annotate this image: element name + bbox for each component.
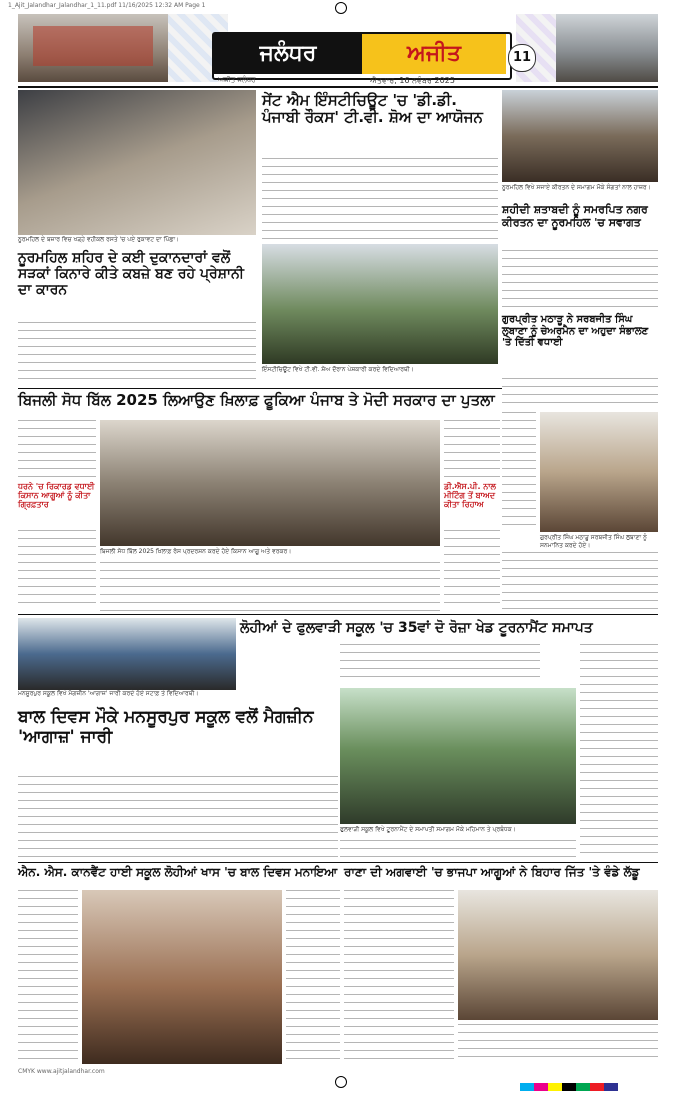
registration-mark-bottom-icon — [335, 1076, 347, 1088]
convent-article-side — [286, 890, 340, 1064]
gurpreet-article-text — [502, 378, 658, 408]
nurmahal-article-text — [18, 322, 256, 384]
logo-subtitle: ਅਜੀਤ ਜਲੰਧਰ — [218, 76, 256, 84]
bijli-article-col1 — [18, 420, 96, 480]
masthead — [18, 14, 658, 84]
traffic-photo — [18, 90, 256, 235]
newspaper-logo — [212, 32, 512, 80]
lohian-headline: ਲੋਹੀਆਂ ਦੇ ਫੁਲਵਾੜੀ ਸਕੂਲ 'ਚ 35ਵਾਂ ਦੋ ਰੋਜ਼ਾ ਖੇਡ ਟੂਰਨਾਮੈਂਟ ਸਮਾਪਤ — [240, 620, 593, 636]
convent-article-text — [18, 890, 78, 1064]
portrait-photo — [540, 412, 658, 532]
nurmahal-headline: ਨੂਰਮਹਿਲ ਸ਼ਹਿਰ ਦੇ ਕਈ ਦੁਕਾਨਦਾਰਾਂ ਵਲੋਂ ਸੜਕਾਂ ਕਿਨਾਰੇ ਕੀਤੇ ਕਬਜ਼ੇ ਬਣ ਰਹੇ ਪ੍ਰੇਸ਼ਾਨੀ ਦਾ ਕਾਰਨ — [18, 250, 244, 299]
gurpreet-article-side — [502, 412, 536, 532]
masthead-photo-left — [18, 14, 168, 82]
section-rule-2 — [18, 614, 658, 615]
convent-headline: ਐਨ. ਐਸ. ਕਾਨਵੈਂਟ ਹਾਈ ਸਕੂਲ ਲੋਹੀਆਂ ਖਾਸ 'ਚ ਬਾਲ ਦਿਵਸ ਮਨਾਇਆ — [18, 865, 338, 879]
masthead-photo-right — [556, 14, 658, 82]
bijli-article-col4b — [444, 530, 500, 610]
lohian-article-right — [580, 644, 658, 860]
tournament-photo — [340, 688, 576, 824]
st-ms-article-text — [262, 158, 498, 240]
dsp-subheadline: ਡੀ.ਐਸ.ਪੀ. ਨਾਲ ਮੀਟਿੰਗ ਤੋਂ ਬਾਅਦ ਕੀਤਾ ਰਿਹਾਅ — [444, 482, 496, 510]
lohian-article-cont — [340, 840, 576, 860]
print-info-strip: 1_Ajit_Jalandhar_Jalandhar_1_11.pdf 11/16/2025 12:32 AM Page 1 — [8, 2, 206, 9]
page-number: 11 — [508, 44, 536, 72]
bjp-headline: ਰਾਣਾ ਦੀ ਅਗਵਾਈ 'ਚ ਭਾਜਪਾ ਆਗੂਆਂ ਨੇ ਬਿਹਾਰ ਜਿੱਤ 'ਤੇ ਵੰਡੇ ਲੱਡੂ — [344, 865, 640, 879]
st-ms-headline: ਸੇਂਟ ਐਮ ਇੰਸਟੀਚਿਊਟ 'ਚ 'ਡੀ.ਡੀ. ਪੰਜਾਬੀ ਰੌਕਸ' ਟੀ.ਵੀ. ਸ਼ੋਅ ਦਾ ਆਯੋਜਨ — [262, 91, 483, 127]
logo-city: ਜਲੰਧਰ — [214, 34, 362, 74]
bjp-article-cont — [458, 1024, 658, 1064]
portrait-caption: ਗੁਰਪ੍ਰੀਤ ਸਿੰਘ ਮਠਾੜੂ ਸਰਬਜੀਤ ਸਿੰਘ ਲੁਬਾਣਾ ਨੂੰ ਸਨਮਾਨਿਤ ਕਰਦੇ ਹੋਏ। — [540, 534, 647, 549]
dance-caption: ਇੰਸਟੀਚਿਊਟ ਵਿਖੇ ਟੀ.ਵੀ. ਸ਼ੋਅ ਦੌਰਾਨ ਪੇਸ਼ਕਾਰੀ ਕਰਦੇ ਵਿਦਿਆਰਥੀ। — [262, 366, 414, 373]
nagar-kirtan-photo — [502, 90, 658, 182]
lohian-article-text — [340, 644, 540, 684]
bijli-article-col4 — [444, 420, 500, 480]
tournament-caption: ਫੁਲਵਾੜੀ ਸਕੂਲ ਵਿਖੇ ਟੂਰਨਾਮੈਂਟ ਦੇ ਸਮਾਪਤੀ ਸਮਾਗਮ ਮੌਕੇ ਮਹਿਮਾਨ ਤੇ ਪ੍ਰਬੰਧਕ। — [340, 826, 516, 833]
mansurpur-article-text — [18, 776, 338, 860]
bijli-headline: ਬਿਜਲੀ ਸੋਧ ਬਿੱਲ 2025 ਲਿਆਉਣ ਖ਼ਿਲਾਫ਼ ਫੂਕਿਆ ਪੰਜਾਬ ਤੇ ਮੋਦੀ ਸਰਕਾਰ ਦਾ ਪੁਤਲਾ — [18, 391, 495, 409]
bijli-article-col1b — [18, 530, 96, 610]
bjp-celebration-photo — [458, 890, 658, 1020]
color-calibration-bar — [520, 1076, 660, 1084]
traffic-caption: ਨੂਰਮਹਿਲ ਦੇ ਬਜ਼ਾਰ ਵਿਚ ਖੜ੍ਹੇ ਵਹੀਕਲ ਰਸਤੇ 'ਚ ਪਏ ਰੁਕਾਵਟ ਦਾ ਪਿੱਛਾ। — [18, 236, 180, 243]
section-rule — [18, 388, 502, 389]
logo-name: ਅਜੀਤ — [362, 34, 506, 74]
gurpreet-headline: ਗੁਰਪ੍ਰੀਤ ਮਠਾੜੂ ਨੇ ਸਰਬਜੀਤ ਸਿੰਘ ਲੁਬਾਣਾ ਨੂੰ ਚੇਅਰਮੈਨ ਦਾ ਅਹੁਦਾ ਸੰਭਾਲਣ 'ਤੇ ਦਿੱਤੀ ਵਧਾਈ — [502, 314, 649, 348]
mansurpur-headline: ਬਾਲ ਦਿਵਸ ਮੌਕੇ ਮਨਸੂਰਪੁਰ ਸਕੂਲ ਵਲੋਂ ਮੈਗਜ਼ੀਨ 'ਆਗਾਜ਼' ਜਾਰੀ — [18, 707, 314, 747]
protest-photo — [100, 420, 440, 546]
bjp-article-text — [344, 890, 454, 1064]
nagar-kirtan-caption: ਨੂਰਮਹਿਲ ਵਿਖੇ ਸਜਾਏ ਕੀਰਤਨ ਦੇ ਸਮਾਗਮ ਮੌਕੇ ਸੰਗਤਾਂ ਨਾਲ ਹਾਜ਼ਰ। — [502, 184, 651, 191]
footer-strip: CMYK www.ajitjalandhar.com — [18, 1068, 105, 1075]
dance-photo — [262, 244, 498, 364]
dharne-subheadline: ਧਰਨੇ 'ਚ ਰਿਕਾਰਡ ਵਧਾਈ ਕਿਸਾਨ ਆਗੂਆਂ ਨੂੰ ਕੀਤਾ ਗ੍ਰਿਫ਼ਤਾਰ — [18, 482, 95, 510]
gurpreet-article-cont — [502, 552, 658, 612]
students-caption: ਮਨਸੂਰਪੁਰ ਸਕੂਲ ਵਿਖੇ ਮੈਗਜ਼ੀਨ 'ਆਗਾਜ਼' ਜਾਰੀ ਕਰਦੇ ਹੋਏ ਸਟਾਫ਼ ਤੇ ਵਿਦਿਆਰਥੀ। — [18, 690, 199, 697]
children-day-photo — [82, 890, 282, 1064]
protest-caption: ਬਿਜਲੀ ਸੋਧ ਬਿੱਲ 2025 ਖ਼ਿਲਾਫ਼ ਰੋਸ ਪ੍ਰਦਰਸ਼ਨ ਕਰਦੇ ਹੋਏ ਕਿਸਾਨ ਆਗੂ ਅਤੇ ਵਰਕਰ। — [100, 548, 292, 555]
masthead-rule — [18, 86, 658, 88]
section-rule-3 — [18, 862, 658, 863]
shaheedi-headline: ਸ਼ਹੀਦੀ ਸ਼ਤਾਬਦੀ ਨੂੰ ਸਮਰਪਿਤ ਨਗਰ ਕੀਰਤਨ ਦਾ ਨੂਰਮਹਿਲ 'ਚ ਸਵਾਗਤ — [502, 203, 648, 229]
issue-date: ਐਤਵਾਰ, 16 ਨਵੰਬਰ 2025 — [370, 76, 455, 85]
registration-mark-icon — [335, 2, 347, 14]
students-magazine-photo — [18, 618, 236, 690]
bijli-article-text — [100, 562, 440, 612]
nagar-kirtan-article-text — [502, 250, 658, 310]
